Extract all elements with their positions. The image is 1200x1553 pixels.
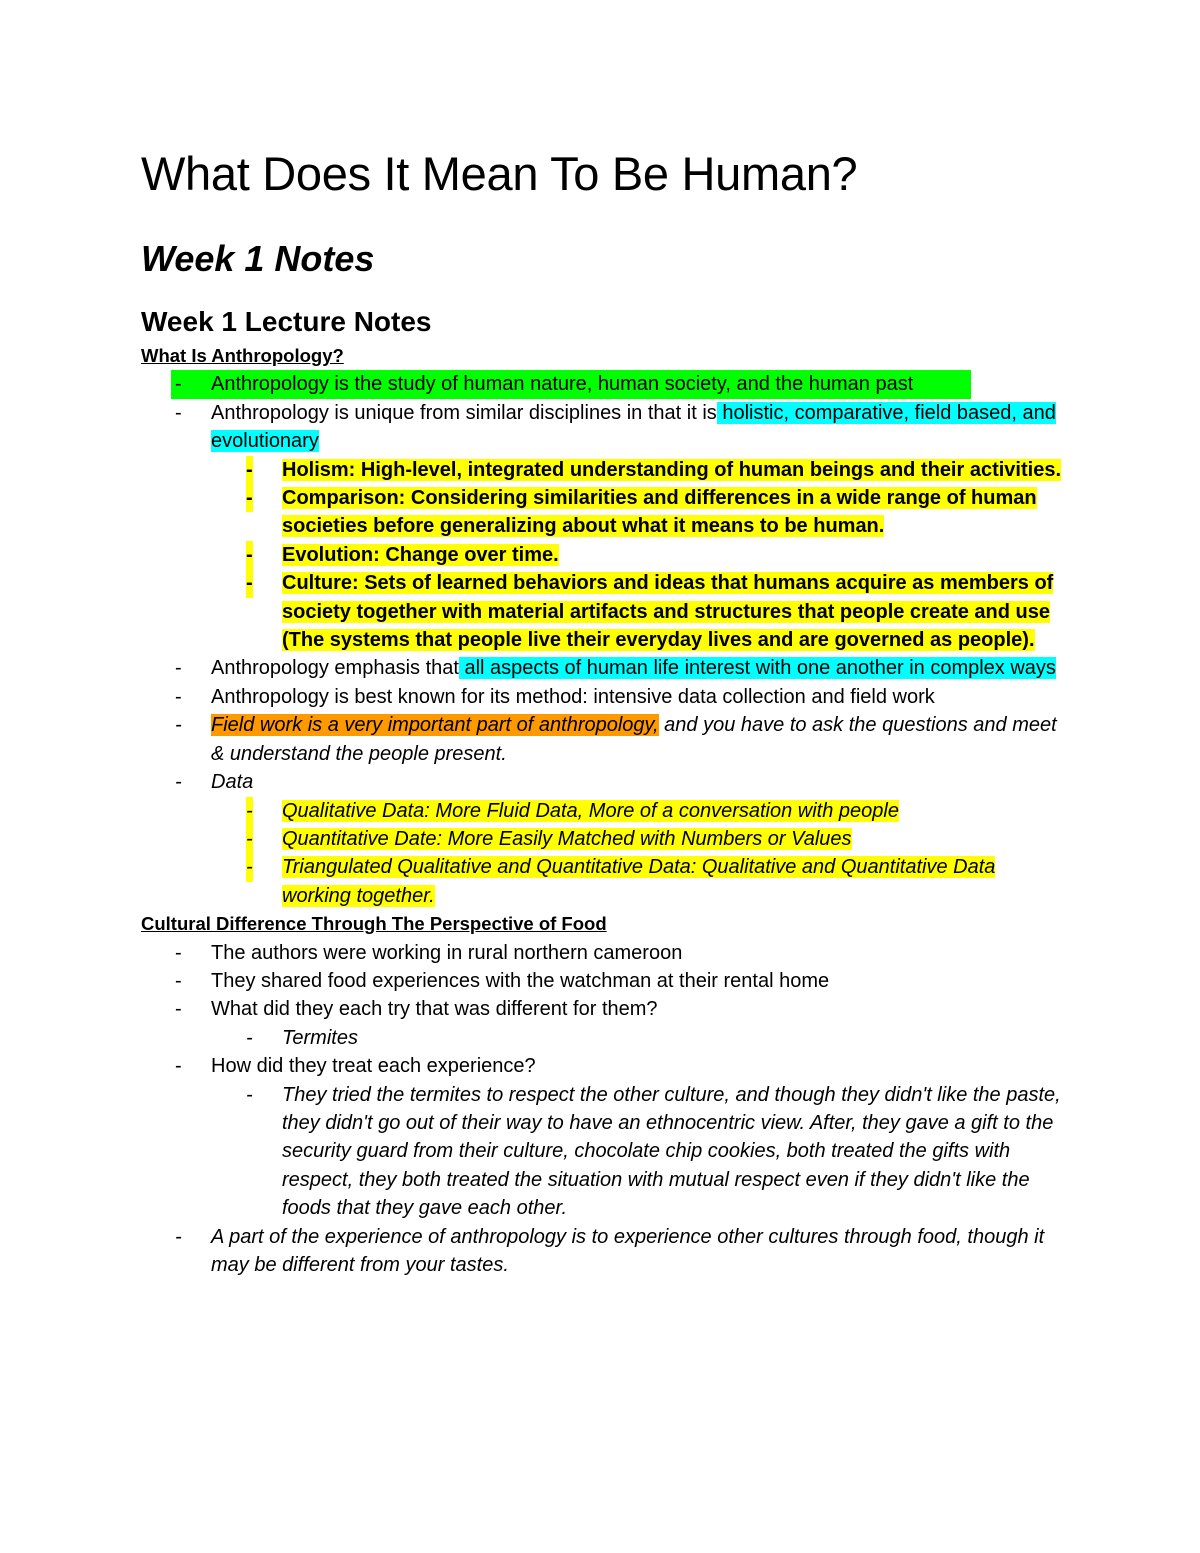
dash-bullet: -: [175, 1225, 182, 1248]
item-text: Holism: High-level, integrated understanding of human beings and their activities.: [282, 458, 1061, 481]
lecture-heading: Week 1 Lecture Notes: [141, 306, 432, 337]
anthropology-list-continued: [141, 654, 1061, 796]
section-title-food: Cultural Difference Through The Perspective of Food: [141, 913, 607, 935]
list-item: [141, 939, 1061, 967]
item-text: How did they treat each experience?: [211, 1055, 536, 1078]
dash-bullet: -: [175, 1055, 182, 1078]
highlight-text: Field work is a very important part of anthropology,: [211, 714, 659, 737]
dash-bullet: -: [246, 484, 253, 512]
dash-bullet: -: [175, 771, 182, 794]
dash-bullet: -: [175, 685, 182, 708]
section-title-anthropology: What Is Anthropology?: [141, 345, 344, 366]
dash-bullet: -: [175, 969, 182, 992]
item-text: They shared food experiences with the watchman at their rental home: [211, 969, 830, 992]
food-list-final: [141, 1223, 1061, 1280]
list-item: [141, 995, 1061, 1023]
item-text: They tried the termites to respect the other culture, and though they didn't like the paste, they didn't go out of their way to have an ethnocentric view. After, they gave a gift to the security guard from their culture, chocolate chip cookies, both treated the gifts with respect, they both treated the situation with mutual respect even if they didn't like the foods that they gave each other.: [282, 1083, 1061, 1220]
dash-bullet: -: [175, 401, 182, 424]
highlight-text: holistic, comparative, field based, and evolutionary: [211, 401, 1056, 453]
list-item: [141, 825, 1061, 853]
list-item: [141, 569, 1061, 654]
list-item: [141, 541, 1061, 569]
concepts-list: [141, 456, 1061, 655]
dash-bullet: -: [175, 373, 182, 396]
food-sublist-1: [141, 1024, 1061, 1052]
item-text: Anthropology is the study of human nature, human society, and the human past: [211, 373, 914, 396]
item-text: What did they each try that was different for them?: [211, 998, 658, 1021]
list-item: [141, 399, 1061, 456]
document-page: [141, 138, 1061, 1279]
list-item: [141, 1052, 1061, 1080]
dash-bullet: -: [246, 853, 253, 881]
item-text: The authors were working in rural northern cameroon: [211, 941, 683, 964]
list-item: [141, 683, 1061, 711]
list-item: [141, 370, 1061, 398]
item-text: Anthropology emphasis that: [211, 657, 459, 680]
dash-bullet: -: [175, 657, 182, 680]
dash-bullet: -: [246, 456, 253, 484]
list-item: [141, 654, 1061, 682]
item-text: Quantitative Date: More Easily Matched with Numbers or Values: [282, 827, 852, 850]
food-list: [141, 939, 1061, 1024]
item-text: A part of the experience of anthropology is to experience other cultures through food, though it may be different from your tastes.: [211, 1225, 1045, 1276]
dash-bullet: -: [246, 569, 253, 597]
list-item: [141, 711, 1061, 768]
item-text: Evolution: Change over time.: [282, 543, 559, 566]
item-text: Triangulated Qualitative and Quantitative Data: Qualitative and Quantitative Data working together.: [282, 856, 996, 907]
dash-bullet: -: [246, 1026, 253, 1049]
item-text: Termites: [282, 1026, 358, 1049]
anthropology-list: [141, 370, 1061, 455]
item-text: Anthropology is unique from similar disciplines in that it is: [211, 401, 717, 424]
dash-bullet: -: [246, 541, 253, 569]
item-text: Comparison: Considering similarities and differences in a wide range of human societies before generalizing about what it means to be human.: [282, 487, 1037, 538]
item-text: Culture: Sets of learned behaviors and ideas that humans acquire as members of society together with material artifacts and structures that people create and use (The systems that people live their everyday lives and are governed as people).: [282, 572, 1054, 652]
list-item: [141, 768, 1061, 796]
data-types-list: [141, 797, 1061, 911]
list-item: [141, 456, 1061, 484]
list-item: [141, 484, 1061, 541]
dash-bullet: -: [175, 714, 182, 737]
food-sublist-2: [141, 1081, 1061, 1223]
document-title: What Does It Mean To Be Human?: [141, 147, 858, 200]
list-item: [141, 853, 1061, 910]
highlight-text: all aspects of human life interest with one another in complex ways: [458, 657, 1056, 680]
item-text: Qualitative Data: More Fluid Data, More of a conversation with people: [282, 799, 899, 822]
dash-bullet: -: [246, 797, 253, 825]
list-item: [141, 967, 1061, 995]
dash-bullet: -: [175, 998, 182, 1021]
dash-bullet: -: [175, 941, 182, 964]
item-text: and you have to ask the questions and meet & understand the people present.: [211, 714, 1057, 765]
document-subtitle: Week 1 Notes: [141, 238, 375, 279]
food-list-continued: [141, 1052, 1061, 1080]
list-item: [141, 1223, 1061, 1280]
item-text: Anthropology is best known for its method: intensive data collection and field work: [211, 685, 935, 708]
list-item: [141, 1024, 1061, 1052]
item-text: Data: [211, 771, 254, 794]
list-item: [141, 797, 1061, 825]
dash-bullet: -: [246, 825, 253, 853]
dash-bullet: -: [246, 1083, 253, 1106]
list-item: [141, 1081, 1061, 1223]
